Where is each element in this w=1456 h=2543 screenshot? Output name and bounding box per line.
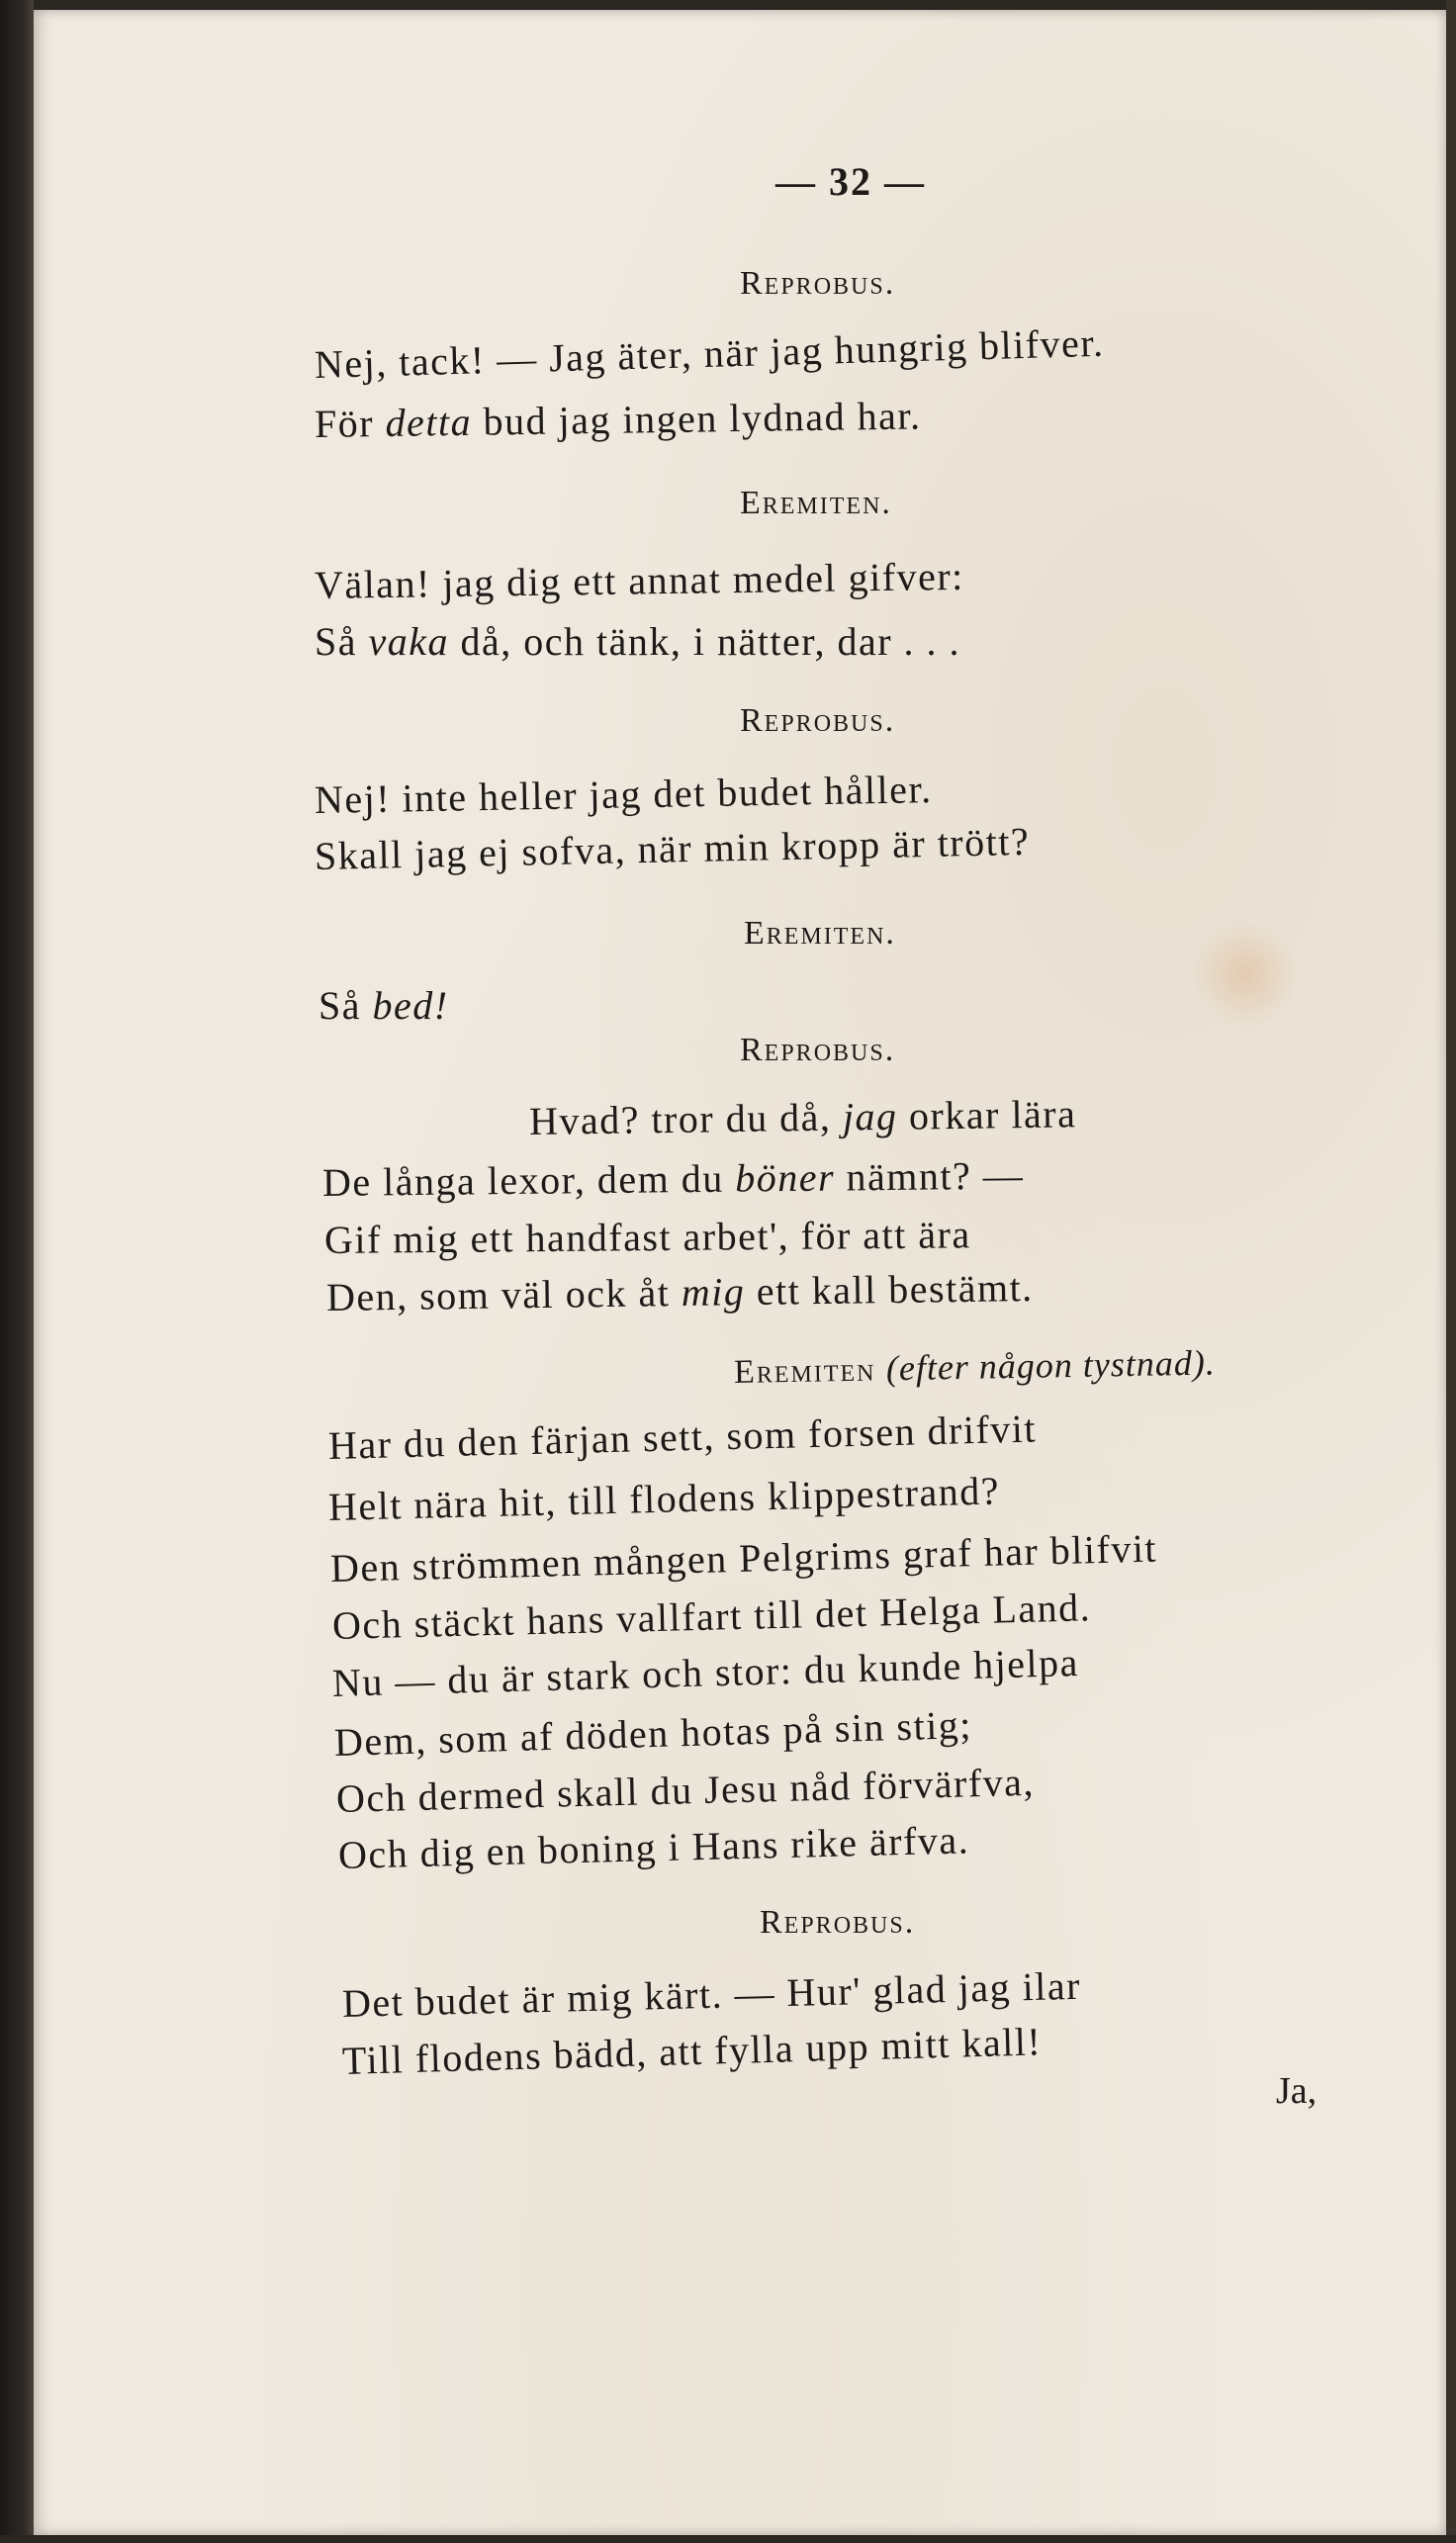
verse-emphasis: jag (842, 1093, 898, 1139)
verse-line (315, 392, 922, 447)
verse-emphasis: vaka (368, 619, 450, 664)
verse-line (529, 1090, 1077, 1144)
verse-line: Dem, som af döden hotas på sin stig; (333, 1701, 973, 1765)
verse-line (326, 1264, 1034, 1320)
verse-line: Nu — du är stark och stor: du kunde hjelpa (331, 1639, 1080, 1705)
speaker-reprobus: Reprobus. (740, 702, 896, 739)
verse-line: Skall jag ej sofva, när min kropp är trött? (314, 818, 1031, 878)
verse-line: Gif mig ett handfast arbet', för att ära (323, 1212, 971, 1262)
page-bottom-edge (0, 2535, 1456, 2543)
speaker-eremiten: Eremiten. (744, 915, 896, 952)
verse-line: Helt nära hit, till flodens klippestrand? (327, 1468, 1001, 1529)
paper-stain (1191, 920, 1300, 1029)
verse-emphasis: mig (681, 1269, 746, 1315)
verse-line (318, 982, 449, 1029)
page-number: — 32 — (775, 159, 926, 204)
verse-line (322, 1152, 1025, 1206)
verse-text: Så (315, 619, 369, 664)
verse-emphasis: detta (385, 399, 473, 445)
verse-text: orkar lära (897, 1091, 1077, 1138)
verse-text: ett kall bestämt. (744, 1265, 1034, 1315)
verse-text: Den, som väl ock åt (325, 1269, 682, 1319)
verse-text: För (314, 401, 386, 446)
speaker-reprobus: Reprobus. (740, 1032, 896, 1068)
book-spine-shadow (0, 0, 34, 2543)
verse-line: Nej! inte heller jag det budet håller. (314, 767, 933, 822)
verse-text: De långa lexor, dem du (321, 1155, 736, 1205)
verse-line: Det budet är mig kärt. — Hur' glad jag ilar (341, 1962, 1082, 2026)
page-right-edge (1446, 0, 1456, 2543)
verse-emphasis: bed! (372, 983, 449, 1028)
speaker-eremiten: Eremiten. (740, 485, 892, 521)
speaker-reprobus: Reprobus. (760, 1904, 916, 1941)
speaker-reprobus: Reprobus. (740, 265, 896, 302)
verse-line: Och dig en boning i Hans rike ärfva. (337, 1817, 970, 1877)
verse-text: Hvad? tror du då, (528, 1094, 844, 1143)
speaker-name: Eremiten (733, 1351, 876, 1391)
verse-line: Och dermed skall du Jesu nåd förvärfva, (335, 1759, 1036, 1821)
verse-line: Den strömmen mången Pelgrims graf har blifvit (329, 1525, 1158, 1590)
verse-line: Nej, tack! — Jag äter, när jag hungrig blifver. (314, 319, 1105, 387)
verse-emphasis: böner (734, 1154, 836, 1201)
verse-line: Har du den färjan sett, som forsen drifvit (327, 1406, 1038, 1468)
verse-line: Till flodens bädd, att fylla upp mitt kall! (341, 2019, 1043, 2083)
verse-line: Och stäckt hans vallfart till det Helga Land. (331, 1585, 1092, 1648)
catchword: Ja, (1276, 2070, 1318, 2112)
stage-direction: (efter någon tystnad). (885, 1342, 1217, 1389)
verse-text: då, och tänk, i nätter, dar . . . (449, 619, 961, 664)
verse-text: Så (318, 983, 373, 1028)
speaker-eremiten-direction (734, 1342, 1217, 1392)
verse-line (315, 618, 960, 665)
verse-text: nämnt? — (834, 1152, 1025, 1200)
verse-line: Välan! jag dig ett annat medel gifver: (314, 553, 965, 607)
verse-text: bud jag ingen lydnad har. (471, 393, 922, 444)
